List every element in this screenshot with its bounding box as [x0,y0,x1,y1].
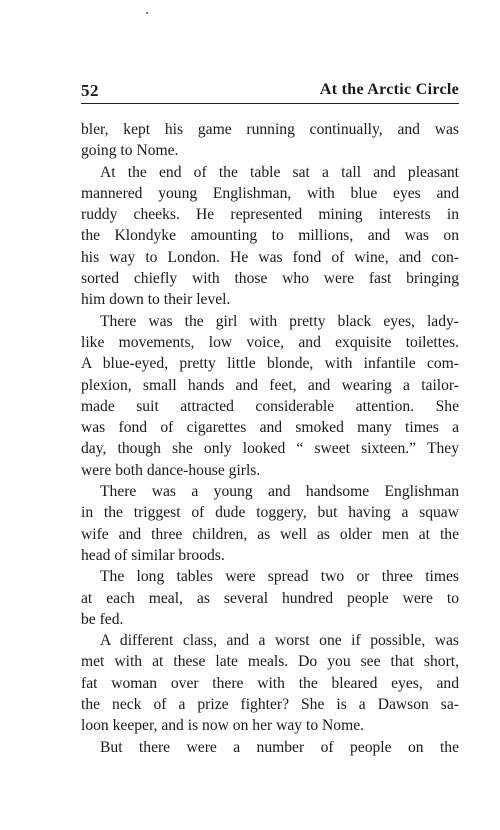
text-line: fat woman over there with the bleared eyes, and [81,674,459,692]
page-number: 52 [81,81,99,100]
text-line: bler, kept his game running continually, and was [81,121,459,138]
text-line: But there were a number of people on the [100,738,459,756]
text-line: the neck of a prize fighter? She is a Dawson sa- [81,696,459,714]
text-line: plexion, small hands and feet, and wearing a tailor- [81,376,459,394]
text-line: were both dance-house girls. [81,461,261,479]
text-line: There was a young and handsome Englishman [100,483,459,501]
text-line: be fed. [81,610,124,628]
text-line: in the triggest of dude toggery, but having a squaw [81,504,459,522]
text-line: There was the girl with pretty black eyes, lady- [100,312,459,330]
text-line: day, though she only looked “ sweet sixteen.” They [81,440,459,458]
text-line: loon keeper, and is now on her way to Nome. [81,717,365,735]
text-line: like movements, low voice, and exquisite toilettes. [81,333,459,351]
text-line: head of similar broods. [81,546,225,564]
text-line: him down to their level. [81,291,231,309]
ink-speck [146,12,148,14]
text-line: A different class, and a worst one if possible, was [100,632,459,650]
text-line: the Klondyke amounting to millions, and was on [81,227,459,245]
text-line: wife and three children, as well as older men at the [81,525,459,543]
text-line: mannered young Englishman, with blue eyes and [81,184,459,202]
text-line: The long tables were spread two or three times [100,568,459,586]
text-line: made suit attracted considerable attention. She [81,397,459,415]
text-line: at each meal, as several hundred people were to [81,589,459,607]
running-head: At the Arctic Circle [319,81,459,98]
text-line: sorted chiefly with those who were fast bringing [81,270,459,288]
page-header [81,79,459,104]
body-text [81,119,459,758]
text-line: ruddy cheeks. He represented mining interests in [81,206,459,224]
text-line: was fond of cigarettes and smoked many times a [81,419,459,437]
text-line: met with at these late meals. Do you see that short, [81,653,459,671]
text-line: his way to London. He was fond of wine, and con- [81,248,459,266]
text-line: A blue-eyed, pretty little blonde, with infantile com- [81,355,459,373]
text-line: At the end of the table sat a tall and pleasant [100,163,459,181]
text-line: going to Nome. [81,142,179,160]
